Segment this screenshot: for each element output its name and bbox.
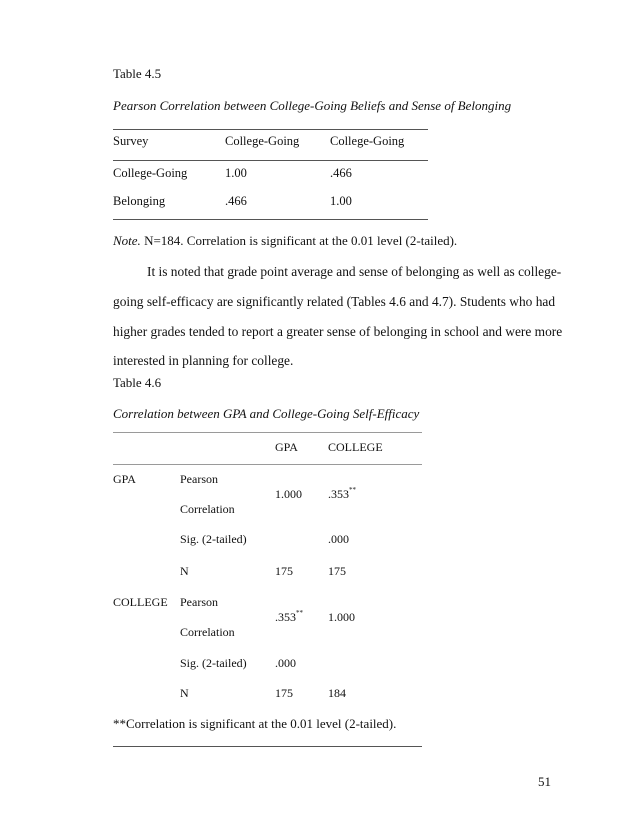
- table-4-5-bottom-rule: [113, 219, 428, 220]
- table-4-6-header-college: COLLEGE: [328, 440, 383, 454]
- table-4-6-college-sig-label: Sig. (2-tailed): [180, 656, 247, 670]
- table-4-6-gpa-pearson-college: .353**: [328, 486, 356, 501]
- paragraph-line-3: higher grades tended to report a greater sense of belonging in school and were more: [113, 324, 563, 339]
- table-4-5-row2-col1: .466: [225, 194, 247, 208]
- paragraph-line-1: It is noted that grade point average and sense of belonging as well as college-: [147, 264, 562, 279]
- paragraph-line-2: going self-efficacy are significantly related (Tables 4.6 and 4.7). Students who had: [113, 294, 556, 309]
- table-4-6-top-rule: [113, 432, 422, 433]
- significance-marker: **: [349, 486, 356, 494]
- table-4-6-college-n-gpa: 175: [275, 686, 293, 700]
- table-4-5-note-text: N=184. Correlation is significant at the 0.01 level (2-tailed).: [140, 233, 458, 248]
- table-4-5-header-college-going-1: College-Going: [225, 134, 300, 148]
- table-4-6-gpa-var: GPA: [113, 472, 136, 486]
- table-4-5-note-label: Note.: [113, 233, 141, 248]
- table-4-6-college-n-label: N: [180, 686, 189, 700]
- table-4-5-title: Pearson Correlation between College-Going Beliefs and Sense of Belonging: [113, 98, 512, 113]
- table-4-6-college-pearson-line2: Correlation: [180, 625, 235, 639]
- table-4-5-header-survey: Survey: [113, 134, 149, 148]
- table-4-6-college-pearson-line1: Pearson: [180, 595, 218, 609]
- table-4-5-row2-col2: 1.00: [330, 194, 352, 208]
- table-4-6-header-rule: [113, 464, 422, 465]
- table-4-5-row2-label: Belonging: [113, 194, 166, 208]
- table-4-5-note: [113, 233, 457, 249]
- table-4-6-college-n-college: 184: [328, 686, 346, 700]
- table-4-6-title: Correlation between GPA and College-Going Self-Efficacy: [113, 406, 420, 421]
- table-4-6-college-sig-gpa: .000: [275, 656, 296, 670]
- table-4-6-gpa-sig-label: Sig. (2-tailed): [180, 532, 247, 546]
- table-4-5-row1-label: College-Going: [113, 166, 188, 180]
- table-4-5-header-rule: [113, 160, 428, 161]
- table-4-6-gpa-n-gpa: 175: [275, 564, 293, 578]
- table-4-5-row1-col2: .466: [330, 166, 352, 180]
- table-4-6-label: Table 4.6: [113, 375, 162, 390]
- table-4-5-header-college-going-2: College-Going: [330, 134, 405, 148]
- table-4-6-college-var: COLLEGE: [113, 595, 168, 609]
- table-4-6-gpa-pearson-line1: Pearson: [180, 472, 218, 486]
- table-4-6-gpa-pearson-line2: Correlation: [180, 502, 235, 516]
- paragraph-line-4: interested in planning for college.: [113, 353, 294, 368]
- significance-marker: **: [296, 609, 303, 617]
- page-number: 51: [538, 774, 551, 789]
- table-4-5-row1-col1: 1.00: [225, 166, 247, 180]
- table-4-6-gpa-sig-college: .000: [328, 532, 349, 546]
- table-4-6-gpa-n-label: N: [180, 564, 189, 578]
- table-4-6-gpa-pearson-gpa: 1.000: [275, 487, 302, 501]
- table-4-6-footnote: **Correlation is significant at the 0.01 level (2-tailed).: [113, 716, 397, 731]
- table-4-6-college-pearson-gpa: .353**: [275, 609, 303, 624]
- table-4-6-header-gpa: GPA: [275, 440, 298, 454]
- table-4-5-label: Table 4.5: [113, 66, 162, 81]
- table-4-5-top-rule: [113, 129, 428, 130]
- table-4-6-bottom-rule: [113, 746, 422, 747]
- table-4-6-gpa-n-college: 175: [328, 564, 346, 578]
- table-4-6-college-pearson-college: 1.000: [328, 610, 355, 624]
